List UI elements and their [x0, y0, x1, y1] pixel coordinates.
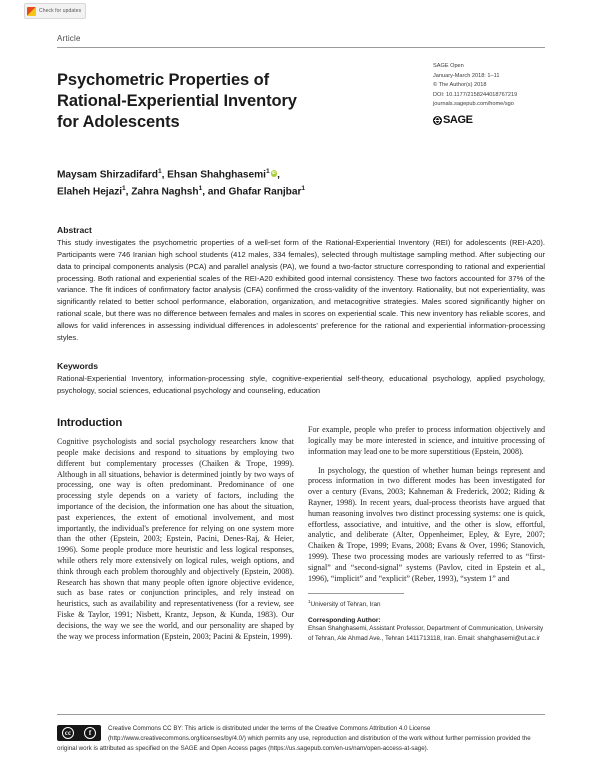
title-and-journal-row — [57, 59, 545, 143]
orcid-icon[interactable] — [271, 170, 278, 177]
body-column-right — [308, 417, 545, 651]
abstract-text: This study investigates the psychometric properties of a well-set form of the Rational-Experiential Inventory (REI) for adolescents (REI-A20). Participants were 746 Iranian high school students (412 males, 334 females), selected through multistage sampling method. After subjecting our data to principal components analysis (PCA) and parallel analysis (PA), we found a two-factor structure corresponding to rational and experiential processing. Both rational and experiential scales of the REI-A20 exhibited good internal consistency. These two factors accounted for 37% of the variance. The fit indices of confirmatory factor analysis (CFA) confirmed the cross-validity of the inventory. Rationality, but not experientiality, was significantly related to better school performance, elaboration, organization, and metacognitive strategies. Males scored significantly higher on rational scale, but there was no difference between females and males in scores on experiential scale. This new inventory has reliable scores, and allows for valid inferences in assessing individual differences in adolescents' preference for the rational and experiential information-processing styles. — [57, 238, 545, 342]
author-affil-marker: 1 — [301, 185, 306, 193]
corresponding-author-heading: Corresponding Author: — [308, 617, 381, 625]
affiliation-marker: 1 — [308, 599, 311, 605]
journal-name: SAGE Open — [433, 63, 464, 69]
author-name: Maysam Shirzadifard — [57, 169, 158, 181]
title-line-2: Rational-Experiential Inventory — [57, 91, 297, 110]
title-line-3: for Adolescents — [57, 112, 180, 131]
author-name: , Ehsan Shahghasemi — [161, 169, 266, 181]
license-divider — [57, 714, 545, 715]
author-affil-marker: 1 — [122, 185, 126, 193]
author-affil-marker: 1 — [157, 168, 162, 176]
header-divider — [57, 47, 545, 48]
paragraph: For example, people who prefer to process information objectively and logically may be more interested in science, and intuitive processing of information may lead one to be more superstitious (Epstein, 2008). — [308, 425, 545, 456]
author-affil-marker: 1 — [198, 185, 203, 193]
author-separator: , — [277, 169, 280, 181]
corresponding-email[interactable]: Email: shahghasemi@ut.ac.ir — [457, 634, 540, 642]
body-column-left — [57, 417, 294, 651]
globe-icon — [433, 116, 442, 125]
author-affil-marker: 1 — [265, 168, 270, 176]
body-columns — [57, 417, 545, 651]
sage-wordmark: SAGE — [443, 114, 473, 127]
crossmark-label: Check for updates — [39, 8, 82, 14]
journal-metadata-block — [433, 59, 545, 126]
license-text: Creative Commons CC BY: This article is distributed under the terms of the Creative Commons Attribution 4.0 License (http://www.creativecommons.org/licenses/by/4.0/) which permits any use, reproduction and distribution of the work without further permission provided the original work is attributed as specified on the SAGE and Open Access pages (https://us.sagepub.com/en-us/nam/open-access-at-sage). — [57, 725, 531, 753]
journal-doi[interactable]: DOI: 10.1177/2158244018767219 — [433, 91, 518, 98]
corresponding-line-1: Ehsan Shahghasemi, Assistant Professor, Department of Communication, — [308, 625, 514, 633]
keywords-text: Rational-Experiential Inventory, information-processing style, cognitive-experiential self-theory, educational psychology, applied psychology, psychology, social sciences, educational psychology and counseling, education — [57, 374, 545, 396]
article-type-label: Article — [57, 34, 81, 43]
creative-commons-badge-icon[interactable] — [57, 725, 101, 741]
journal-issue: January-March 2018: 1–11 — [433, 72, 500, 79]
license-footer — [57, 724, 545, 754]
paragraph: In psychology, the question of whether human beings represent and process information in two different modes has been investigated for over a century (Evans, 2003; Kahneman & Frederick, 2002; Riding & Rayner, 1998). In recent years, dual-process theorists have argued that human reasoning involves two distinct processing systems: one is quick, effortless, associative, and intuitive, and the other is slow, effortful, analytic, and deliberate (Alter, Oppenheimer, Epley, & Eyre, 2007; Chaiken & Trope, 1999; Evans, 2008; Evans & Over, 1996; Stanovich, 1999). These two processing modes are variously referred to as “first-signal” and “second-signal” systems (Pavlov, cited in Epstein et al., 1996), “implicit” and “explicit” (Reber, 1993), “system 1” and — [308, 465, 545, 583]
author-name: , Zahra Naghsh — [125, 186, 199, 198]
journal-url[interactable]: journals.sagepub.com/home/sgo — [433, 101, 514, 108]
sage-publisher-logo — [433, 115, 545, 126]
crossmark-icon — [27, 7, 36, 16]
title-line-1: Psychometric Properties of — [57, 71, 269, 90]
corresponding-author-details — [308, 624, 545, 643]
abstract-heading: Abstract — [57, 225, 92, 236]
section-heading-introduction: Introduction — [57, 417, 123, 430]
keywords-heading: Keywords — [57, 361, 99, 372]
paragraph: Cognitive psychologists and social psychology researchers know that people make decisions and respond to situations by employing two different but complementary processes (Chaiken & Trope, 1999). Although in all situations, behavior is determined jointly by two ways of processing, one way is often predominant. Predominance of one processing style depends on a variety of factors, including the importance of the decision, the information one has about the situation, past experiences, the extent of emotional involvement, and most importantly, the individual's preference for relying on one system more than the other (Epstein, 2003; Epstein, Pacini, Denes-Raj, & Heier, 1996). Some people produce more heuristic and less logical responses, while others rely more extensively on logical rules, weigh options, and think through each problem thoroughly and objectively (Epstein, 2008). Research has shown that many people often ignore objective evidence, such as base rates or conjunction principles, and rely instead on heuristics, such as availability and representativeness (for a review, see Fiske & Taylor, 1991; Nisbett, Krantz, Jepson, & Kunda, 1983). Our decisions, the way we see the world, and our personality are shaped by the way we process information (Epstein, 2003; Pacini & Epstein, 1999). — [57, 437, 294, 641]
journal-copyright: © The Author(s) 2018 — [433, 82, 487, 89]
author-list — [57, 167, 545, 201]
page-title — [57, 70, 297, 132]
author-name: Elaheh Hejazi — [57, 186, 123, 198]
footnote-divider — [308, 593, 404, 594]
author-name: , and Ghafar Ranjbar — [202, 186, 302, 198]
cc-by-person-icon: f — [84, 727, 96, 739]
cc-circle-icon: cc — [62, 727, 74, 739]
article-content — [57, 0, 545, 651]
affiliation-text: University of Tehran, Iran — [310, 601, 381, 609]
corresponding-line-2: University of Tehran, Ale Ahmad Ave., Tehran 1411713118, Iran. — [308, 625, 544, 642]
affiliation-note — [308, 599, 545, 610]
